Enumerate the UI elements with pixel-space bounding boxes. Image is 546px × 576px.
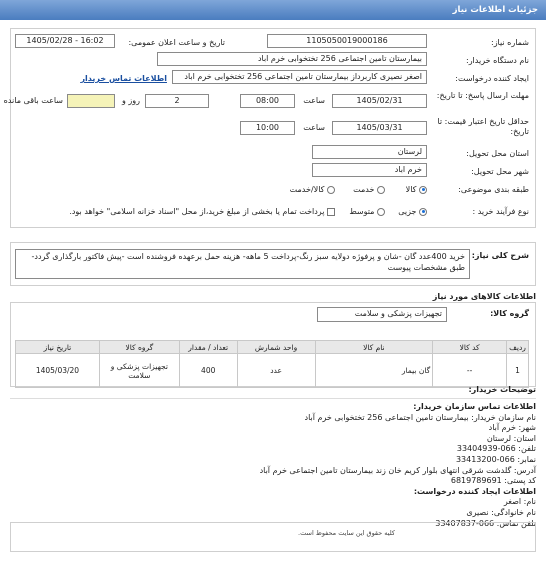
- col-unit: واحد شمارش: [237, 341, 315, 354]
- creator-phone: تلفن تماس: 066-33407837: [435, 518, 536, 528]
- contact-info: [10, 402, 536, 529]
- deadline-date-field: 1405/02/31: [332, 94, 427, 108]
- province-field: لرستان: [312, 145, 427, 159]
- cell-name: گان بیمار: [315, 354, 433, 388]
- cell-unit: عدد: [237, 354, 315, 388]
- category-row: [11, 181, 535, 199]
- purchase-option-medium[interactable]: متوسط: [349, 207, 385, 216]
- validity-date-field: 1405/03/31: [332, 121, 427, 135]
- col-group: گروه کالا: [99, 341, 179, 354]
- radio-icon: [419, 208, 427, 216]
- purchase-option-minor[interactable]: جزیی: [398, 207, 427, 216]
- radio-icon: [419, 186, 427, 194]
- creator-first-name: نام: اصغر: [503, 497, 536, 507]
- contact-org-name: نام سازمان خریدار: بیمارستان تامین اجتماعی 256 تختخوابی خرم آباد: [304, 412, 536, 422]
- validity-time-field: 10:00: [240, 121, 295, 135]
- hours-remaining-field: [67, 94, 115, 108]
- contact-title: اطلاعات تماس سازمان خریدار:: [413, 402, 536, 411]
- creator-label: ایجاد کننده درخواست:: [455, 74, 529, 83]
- col-name: نام کالا: [315, 341, 433, 354]
- radio-icon: [377, 208, 385, 216]
- goods-section-title: اطلاعات کالاهای مورد نیاز: [432, 292, 536, 301]
- summary-section: [10, 242, 536, 286]
- cell-group: تجهیزات پزشکی و سلامت: [99, 354, 179, 388]
- treasury-checkbox[interactable]: [69, 207, 335, 216]
- creator-row: [11, 70, 535, 88]
- creator-info-title: اطلاعات ایجاد کننده درخواست:: [413, 486, 536, 496]
- category-option-goods-service[interactable]: کالا/خدمت: [290, 185, 335, 194]
- contact-postal-code: کد پستی: 6819789691: [450, 476, 536, 486]
- need-details-panel: [3, 28, 536, 228]
- category-option-service[interactable]: خدمت: [353, 185, 385, 194]
- cell-index: 1: [507, 354, 529, 388]
- province-row: [11, 145, 535, 163]
- table-row[interactable]: [16, 354, 529, 388]
- radio-icon: [377, 186, 385, 194]
- treasury-note: پرداخت تمام یا بخشی از مبلغ خرید،از محل "اسناد خزانه اسلامی" خواهد بود.: [69, 207, 325, 216]
- summary-text: خرید 400عدد گان -شان و پرفوژه دولایه سبز رنگ-پرداخت 5 ماهه- هزینه حمل برعهده فروشنده است -پیش فاکتور بارگذاری گردد-طبق مشخصات پیوست: [15, 249, 470, 279]
- need-number-row: [11, 34, 535, 52]
- contact-phone: تلفن: 066-33404939: [456, 444, 536, 454]
- divider: [10, 398, 536, 399]
- buyer-notes-label: توضیحات خریدار:: [468, 385, 536, 394]
- goods-table: [15, 340, 529, 388]
- validity-label: حداقل تاریخ اعتبار قیمت: تا تاریخ:: [437, 117, 529, 136]
- col-index: ردیف: [507, 341, 529, 354]
- category-label: طبقه بندی موضوعی:: [458, 185, 529, 194]
- city-label: شهر محل تحویل:: [471, 167, 529, 176]
- city-row: [11, 163, 535, 181]
- province-label: استان محل تحویل:: [466, 149, 529, 158]
- validity-time-label: ساعت: [303, 123, 325, 132]
- contact-city: شهر: خرم آباد: [488, 423, 536, 433]
- creator-field: اصغر نصیری کاربرداز بیمارستان تامین اجتماعی 256 تختخوابی خرم اباد: [172, 70, 427, 84]
- purchase-type-label: نوع فرآیند خرید :: [472, 207, 529, 216]
- footer: [10, 522, 536, 552]
- goods-table-header: [16, 341, 529, 354]
- deadline-time-label: ساعت: [303, 96, 325, 105]
- buyer-org-row: [11, 52, 535, 70]
- cell-date: 1405/03/20: [16, 354, 100, 388]
- summary-label: شرح کلی نیاز:: [471, 251, 529, 260]
- copyright-note: کلیه حقوق این سایت محفوظ است.: [298, 529, 395, 537]
- days-remaining-field: 2: [145, 94, 209, 108]
- col-date: تاریخ نیاز: [16, 341, 100, 354]
- cell-code: --: [433, 354, 507, 388]
- announce-label: تاریخ و ساعت اعلان عمومی:: [128, 38, 225, 47]
- deadline-time-field: 08:00: [240, 94, 295, 108]
- page-title-bar: [0, 0, 546, 20]
- buyer-org-label: نام دستگاه خریدار:: [466, 56, 529, 65]
- deadline-row: [3, 90, 535, 114]
- days-label: روز و: [122, 96, 140, 105]
- goods-group-field: تجهیزات پزشکی و سلامت: [317, 307, 447, 322]
- col-code: کد کالا: [433, 341, 507, 354]
- deadline-label: مهلت ارسال پاسخ: تا تاریخ:: [436, 91, 529, 100]
- city-field: خرم اباد: [312, 163, 427, 177]
- need-number-field: 1105050019000186: [267, 34, 427, 48]
- need-number-label: شماره نیاز:: [491, 38, 529, 47]
- hours-remaining-label: ساعت باقی مانده: [3, 96, 63, 105]
- radio-icon: [327, 186, 335, 194]
- category-option-goods[interactable]: کالا: [406, 185, 427, 194]
- contact-province: استان: لرستان: [486, 433, 536, 443]
- buyer-org-field: بیمارستان تامین اجتماعی 256 تختخوابی خرم اباد: [157, 52, 427, 66]
- creator-last-name: نام خانوادگی: نصیری: [466, 507, 536, 517]
- cell-qty: 400: [179, 354, 237, 388]
- page-title: جزئیات اطلاعات نیاز: [452, 5, 538, 15]
- goods-group-label: گروه کالا:: [490, 309, 529, 318]
- buyer-contact-link[interactable]: اطلاعات تماس خریدار: [80, 74, 167, 83]
- announce-field: 1405/02/28 - 16:02: [15, 34, 115, 48]
- validity-row: [11, 116, 535, 140]
- checkbox-icon: [327, 208, 335, 216]
- contact-fax: نمابر: 066-33413200: [455, 454, 536, 464]
- purchase-type-row: [11, 203, 535, 221]
- col-qty: تعداد / مقدار: [179, 341, 237, 354]
- contact-address: آدرس: گلدشت شرقی انتهای بلوار کریم خان زند بیمارستان تامین اجتماعی خرم آباد: [259, 465, 536, 475]
